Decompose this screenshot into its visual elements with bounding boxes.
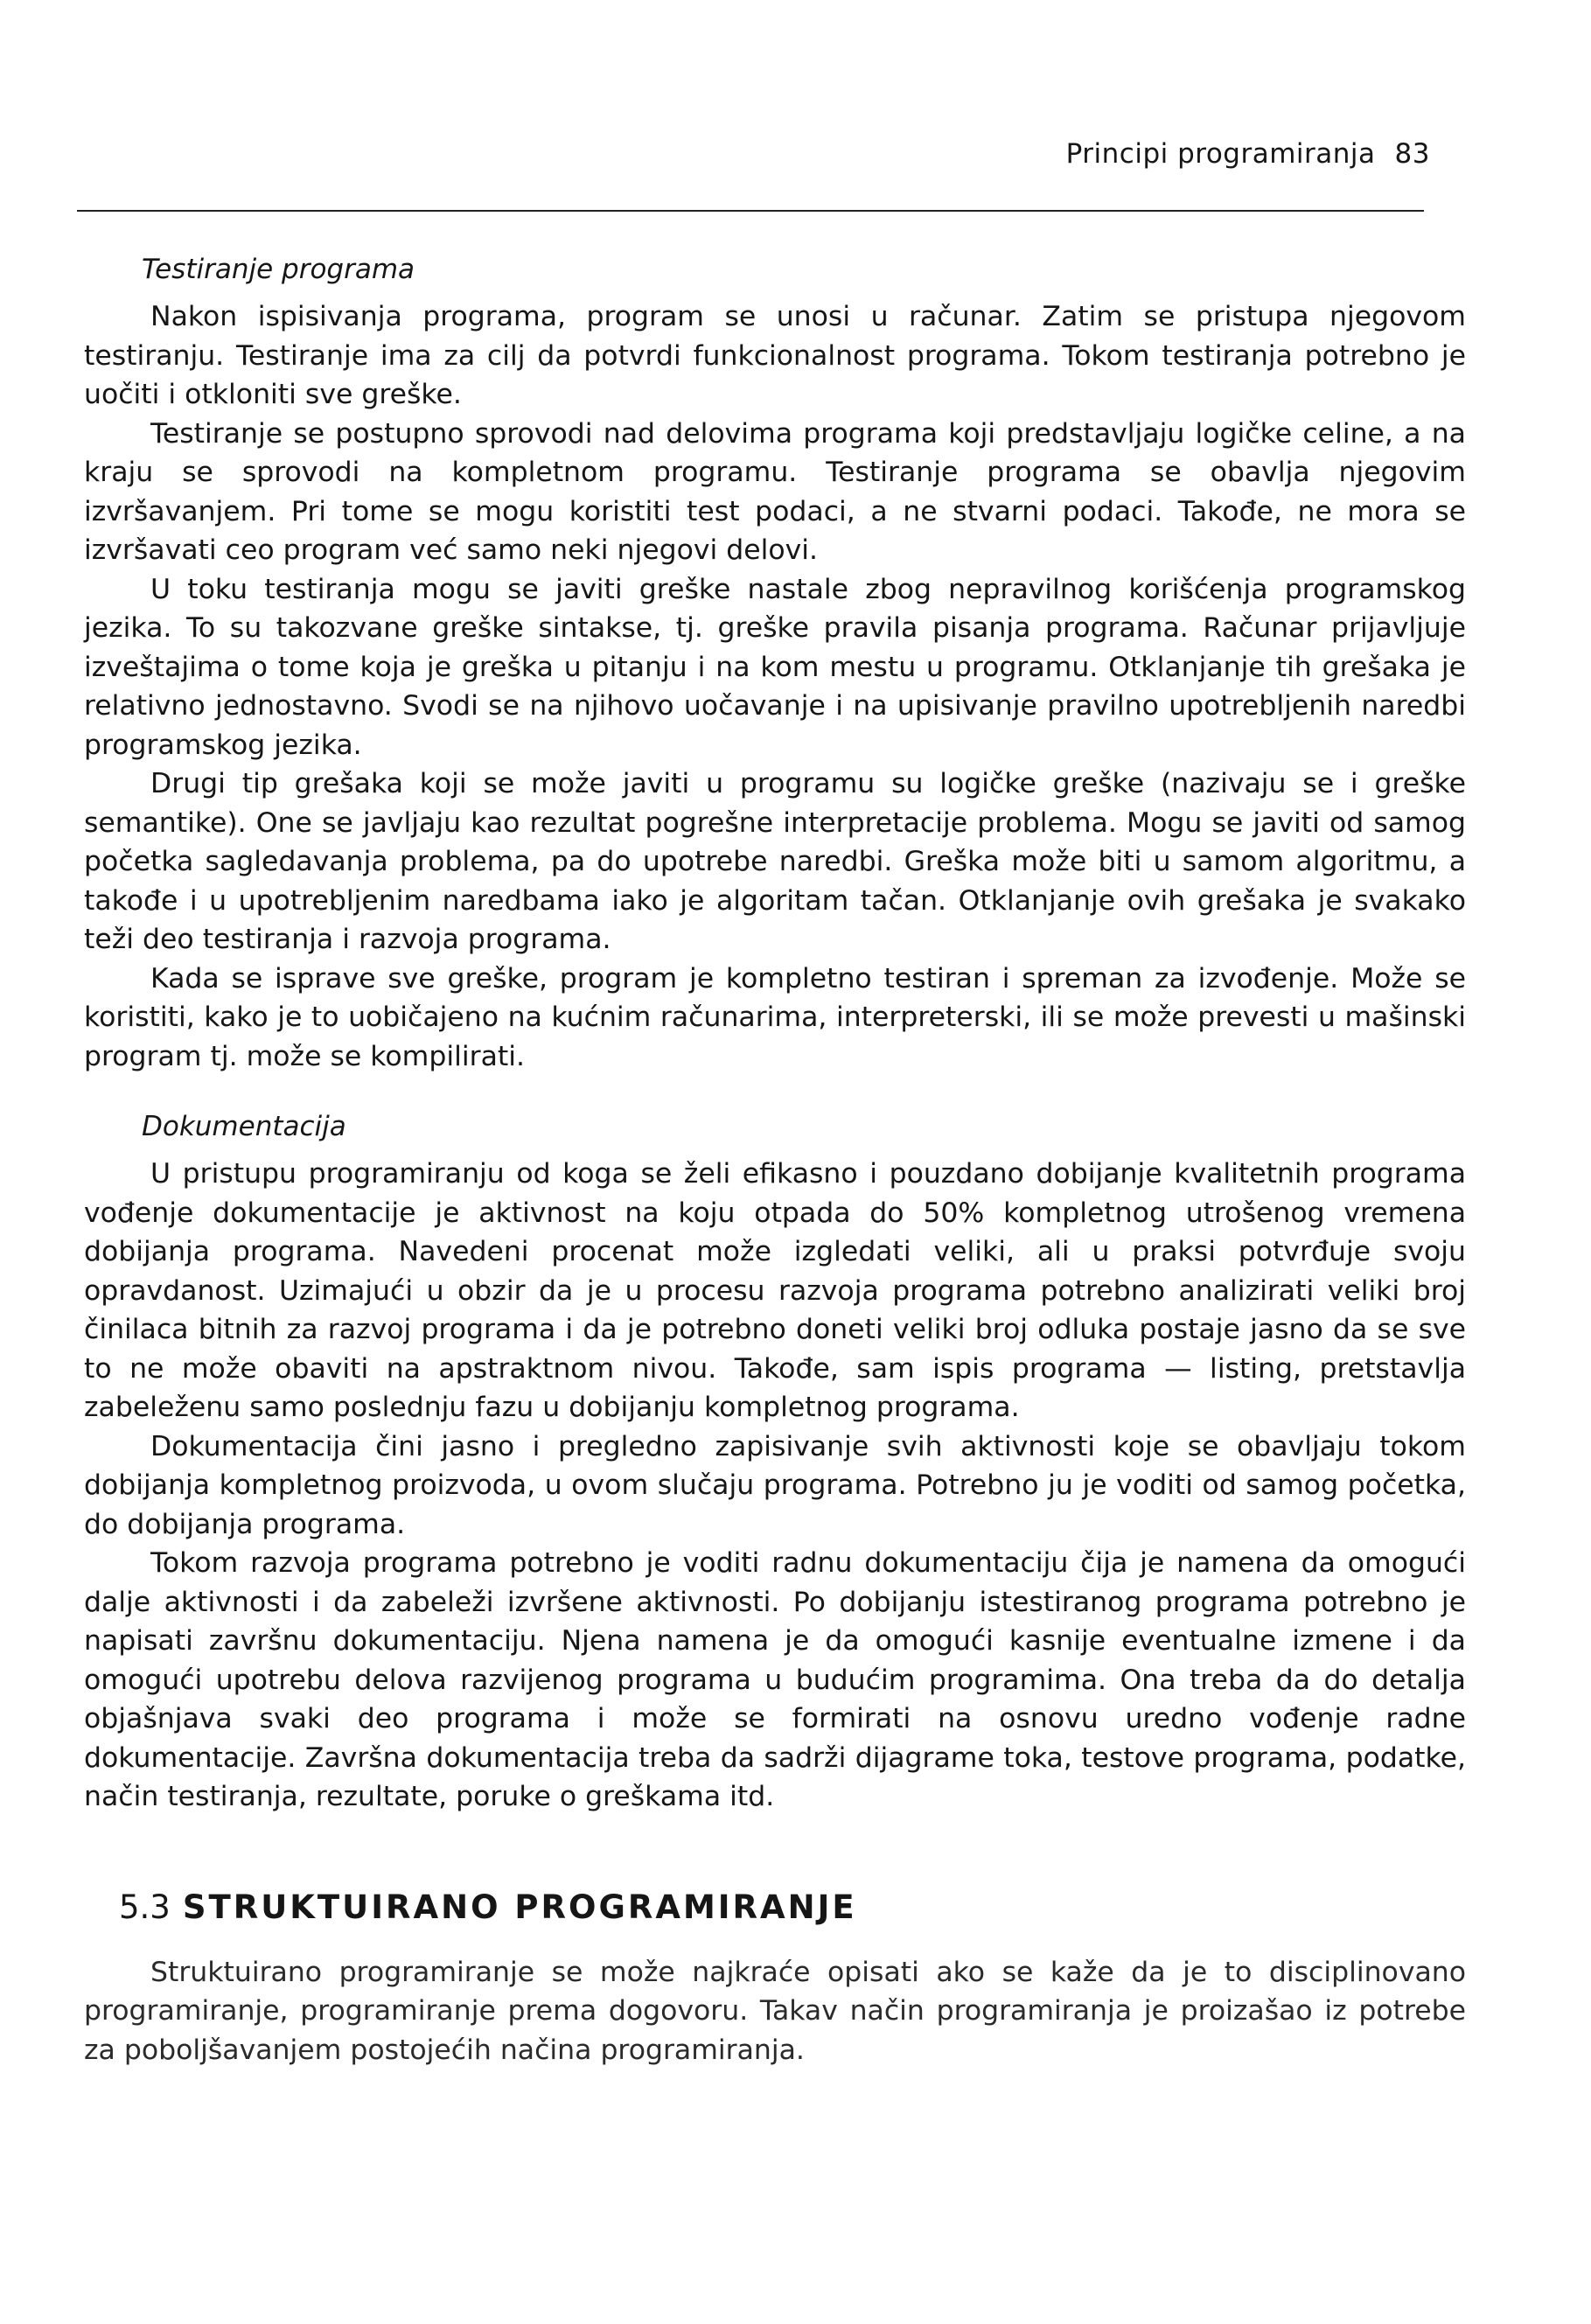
paragraph: Tokom razvoja programa potrebno je voditi radnu dokumentaciju čija je namena da omogući dalje aktivnosti i da zabeleži izvršene aktivnosti. Po dobijanju istestiranog programa potrebno je napisati završnu dokumentaciju. Njena namena je da omogući kasnije eventualne izmene i da omogući upotrebu delova razvijenog programa u budućim programima. Ona treba da do detalja objašnjava svaki deo programa i može se formirati na osnovu uredno vođenje radne dokumentacije. Završna dokumentacija treba da sadrži dijagrame toka, testove programa, podatke, način testiranja, rezultate, poruke o greškama itd. bbox=[84, 1547, 1466, 1812]
paragraph: Nakon ispisivanja programa, program se unosi u računar. Zatim se pristupa njegovom testiranju. Testiranje ima za cilj da potvrdi funkcionalnost programa. Tokom testiranja potrebno je uočiti i otkloniti sve greške. bbox=[84, 301, 1466, 410]
page-content bbox=[84, 252, 1466, 2069]
section-number: 5.3 bbox=[119, 1888, 171, 1926]
paragraph: U pristupu programiranju od koga se želi efikasno i pouzdano dobijanje kvalitetnih programa vođenje dokumentacije je aktivnost na koju otpada do 50% kompletnog utrošenog vremena dobijanja programa. Navedeni procenat može izgledati veliki, ali u praksi potvrđuje svoju opravdanost. Uzimajući u obzir da je u procesu razvoja programa potrebno analizirati veliki broj činilaca bitnih za razvoj programa i da je potrebno doneti veliki broj odluka postaje jasno da se sve to ne može obaviti na apstraktnom nivou. Takođe, sam ispis programa — listing, pretstavlja zabeleženu samo poslednju fazu u dobijanju kompletnog programa. bbox=[84, 1158, 1466, 1423]
spacer bbox=[84, 1076, 1466, 1109]
subheading-documentation: Dokumentacija bbox=[142, 1111, 346, 1142]
subheading-testing: Testiranje programa bbox=[142, 254, 415, 285]
paragraph: Drugi tip grešaka koji se može javiti u programu su logičke greške (nazivaju se i greške semantike). One se javljaju kao rezultat pogrešne interpretacije problema. Mogu se javiti od samog početka sagledavanja problema, pa do upotrebe naredbi. Greška može biti u samom algoritmu, a takođe i u upotrebljenim naredbama iako je algoritam tačan. Otklanjanje ovih grešaka je svakako teži deo testiranja i razvoja programa. bbox=[84, 768, 1466, 955]
paragraph: Dokumentacija čini jasno i pregledno zapisivanje svih aktivnosti koje se obavljaju tokom dobijanja kompletnog proizvoda, u ovom slučaju programa. Potrebno ju je voditi od samog početka, do dobijanja programa. bbox=[84, 1430, 1466, 1540]
paragraph: Struktuirano programiranje se može najkraće opisati ako se kaže da je to disciplinovano programiranje, programiranje prema dogovoru. Takav način programiranja je proizašao iz potrebe za poboljšavanjem postojećih načina programiranja. bbox=[84, 1956, 1466, 2066]
paragraph: Testiranje se postupno sprovodi nad delovima programa koji predstavljaju logičke celine, a na kraju se sprovodi na kompletnom programu. Testiranje programa se obavlja njegovim izvršavanjem. Pri tome se mogu koristiti test podaci, a ne stvarni podaci. Takođe, ne mora se izvršavati ceo program već samo neki njegovi delovi. bbox=[84, 417, 1466, 566]
running-title: Principi programiranja bbox=[1065, 138, 1376, 170]
header-rule bbox=[77, 210, 1424, 212]
section-title: STRUKTUIRANO PROGRAMIRANJE bbox=[182, 1888, 857, 1926]
running-header bbox=[1066, 138, 1430, 170]
section-heading bbox=[119, 1887, 1466, 1929]
paragraph: Kada se isprave sve greške, program je kompletno testiran i spreman za izvođenje. Može se koristiti, kako je to uobičajeno na kućnim računarima, interpreterski, ili se može prevesti u mašinski program tj. može se kompilirati. bbox=[84, 962, 1466, 1072]
paragraph: U toku testiranja mogu se javiti greške nastale zbog nepravilnog korišćenja programskog jezika. To su takozvane greške sintakse, tj. greške pravila pisanja programa. Računar prijavljuje izveštajima o tome koja je greška u pitanju i na kom mestu u programu. Otklanjanje tih grešaka je relativno jednostavno. Svodi se na njihovo uočavanje i na upisivanje pravilno upotrebljenih naredbi programskog jezika. bbox=[84, 573, 1466, 761]
page-number: 83 bbox=[1394, 138, 1430, 170]
